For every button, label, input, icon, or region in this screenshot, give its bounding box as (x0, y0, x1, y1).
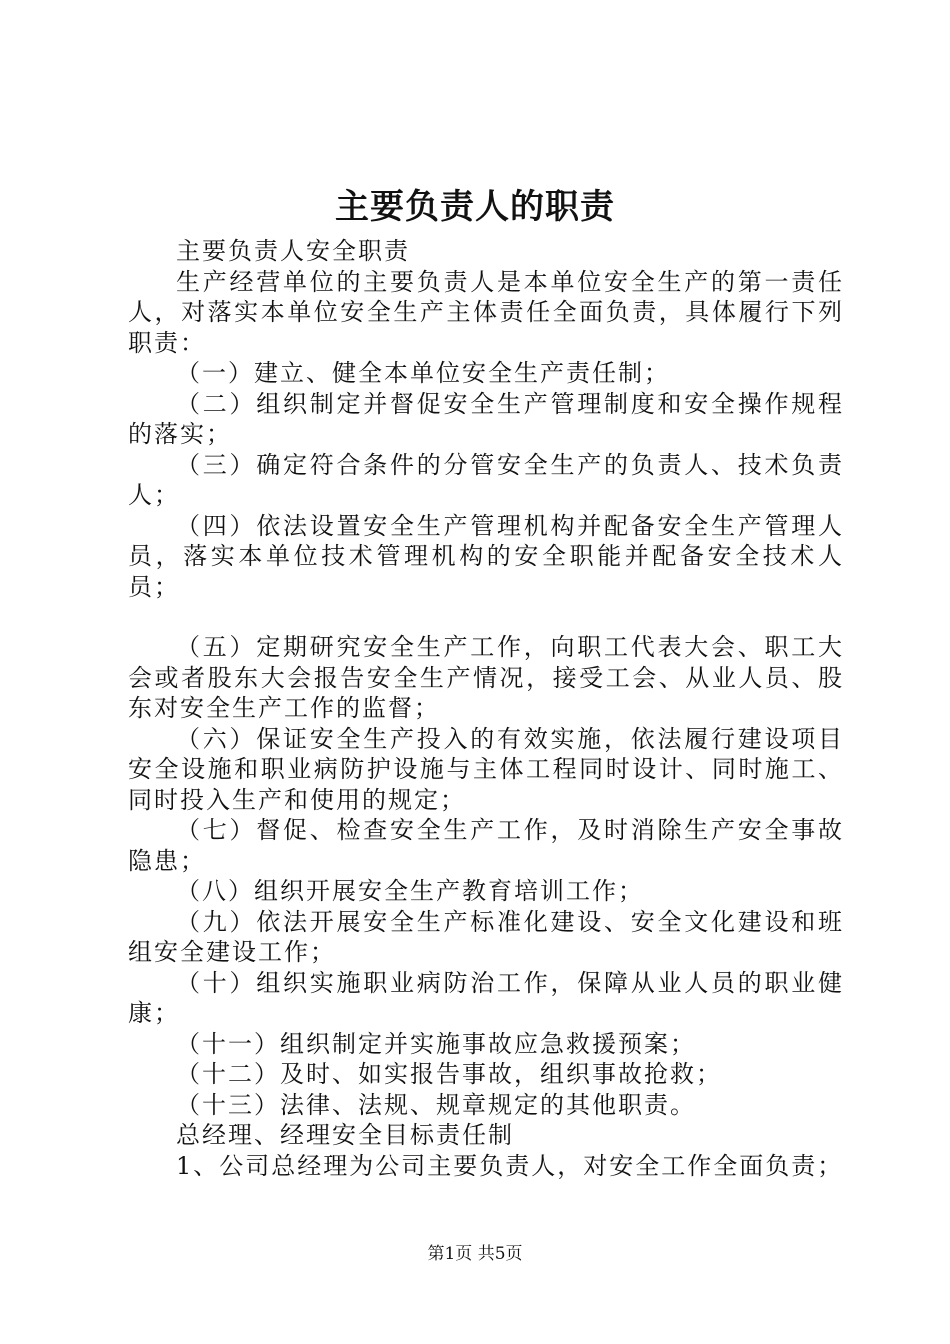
paragraph-item-8: （八）组织开展安全生产教育培训工作； (176, 877, 644, 905)
paragraph-item-4: （四）依法设置安全生产管理机构并配备安全生产管理人员，落实本单位技术管理机构的安全职能并配备安全技术人员； (128, 511, 844, 601)
paragraph-item-13: （十三）法律、法规、规章规定的其他职责。 (176, 1090, 696, 1119)
paragraph-item-2: （二）组织制定并督促安全生产管理制度和安全操作规程的落实； (128, 389, 844, 448)
paragraph-item-11: （十一）组织制定并实施事故应急救援预案； (176, 1029, 696, 1058)
paragraph-item-7: （七）督促、检查安全生产工作，及时消除生产安全事故隐患； (128, 816, 844, 875)
paragraph-item-12: （十二）及时、如实报告事故，组织事故抢救； (176, 1060, 722, 1088)
paragraph-item-3: （三）确定符合条件的分管安全生产的负责人、技术负责人； (128, 450, 844, 509)
paragraph-subheading: 总经理、经理安全目标责任制 (176, 1121, 514, 1149)
paragraph-item-5: （五）定期研究安全生产工作，向职工代表大会、职工大会或者股东大会报告安全生产情况，接受工会、从业人员、股东对安全生产工作的监督； (128, 633, 844, 722)
page-footer: 第1页 共5页 (427, 1244, 523, 1264)
paragraph-clause-1: 1、公司总经理为公司主要负责人，对安全工作全面负责； (176, 1151, 844, 1180)
document-body (128, 236, 844, 1181)
paragraph-item-1: （一）建立、健全本单位安全生产责任制； (176, 359, 670, 387)
paragraph-heading: 主要负责人安全职责 (176, 237, 410, 265)
paragraph-item-10: （十）组织实施职业病防治工作，保障从业人员的职业健康； (128, 968, 844, 1027)
paragraph-item-9: （九）依法开展安全生产标准化建设、安全文化建设和班组安全建设工作； (128, 907, 844, 966)
paragraph-intro: 生产经营单位的主要负责人是本单位安全生产的第一责任人，对落实本单位安全生产主体责任全面负责，具体履行下列职责： (128, 267, 844, 357)
document-title: 主要负责人的职责 (335, 187, 615, 227)
paragraph-item-6: （六）保证安全生产投入的有效实施，依法履行建设项目安全设施和职业病防护设施与主体工程同时设计、同时施工、同时投入生产和使用的规定； (128, 724, 844, 814)
